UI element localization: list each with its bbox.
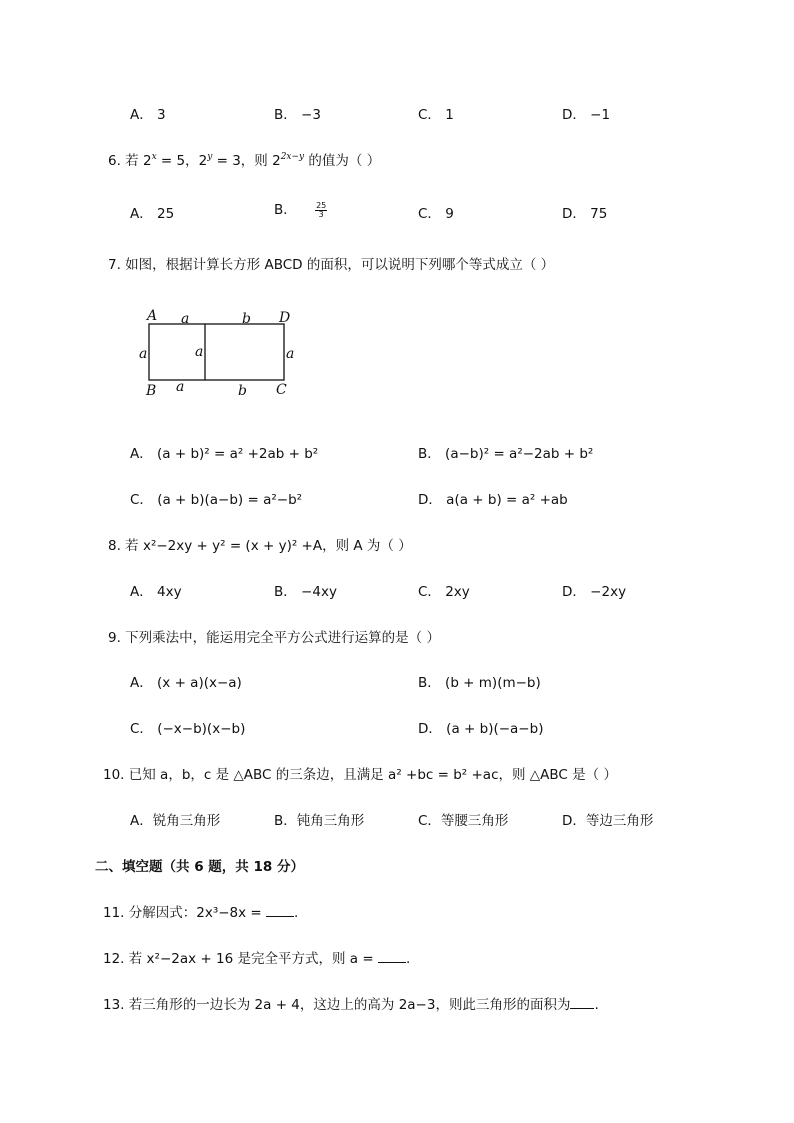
question-6: 6. 若 $2^x = 5$，$2^y = 3$，则 $2^{2x-y}$ 的值为（ ） xyxy=(108,151,381,169)
q13-text: 13. 若三角形的一边长为 2a + 4，这边上的高为 2a−3，则此三角形的面积为 xyxy=(103,997,571,1013)
q8-option-c: C． 2xy xyxy=(418,584,470,600)
question-7: 7. 如图，根据计算长方形 ABCD 的面积，可以说明下列哪个等式成立（ ） xyxy=(108,257,555,273)
q9-option-b: B． (b + m)(m−b) xyxy=(418,675,541,691)
q12-answer-blank[interactable] xyxy=(378,951,406,963)
section-2-title: 二、填空题（共 6 题，共 18 分） xyxy=(95,859,304,875)
question-8: 8. 若 x²−2xy + y² = (x + y)² +A，则 A 为（ ） xyxy=(108,538,412,554)
q9-option-a: A． (x + a)(x−a) xyxy=(130,675,242,691)
q6-option-a: A． 25 xyxy=(130,206,175,222)
q11-end: . xyxy=(294,905,299,921)
q7-option-b: B． (a−b)² = a²−2ab + b² xyxy=(418,446,594,462)
q6-option-b-fraction xyxy=(315,202,327,219)
rectangle-outline xyxy=(149,324,284,380)
question-10: 10. 已知 a，b，c 是 △ABC 的三条边，且满足 a² +bc = b² +ac，则 △ABC 是（ ） xyxy=(103,767,617,783)
q6-option-c: C． 9 xyxy=(418,206,454,222)
q6-fraction-denominator: 3 xyxy=(318,209,324,219)
rectangle-abcd-figure xyxy=(130,302,310,402)
label-right-a: a xyxy=(286,346,295,362)
q12-end: . xyxy=(405,951,411,967)
label-vertex-C: C xyxy=(276,382,287,398)
q6-option-d: D． 75 xyxy=(562,206,608,222)
question-11 xyxy=(103,901,298,921)
q6-eq2: = 3，则 2 xyxy=(212,153,281,169)
q7-option-c: C． (a + b)(a−b) = a²−b² xyxy=(130,492,303,508)
question-12 xyxy=(103,947,410,967)
q12-text: 12. 若 x²−2ax + 16 是完全平方式，则 a = xyxy=(103,951,378,967)
question-9: 9. 下列乘法中，能运用完全平方公式进行运算的是（ ） xyxy=(108,630,440,646)
q13-end: . xyxy=(594,997,599,1013)
q10-option-c: C．等腰三角形 xyxy=(418,813,509,829)
label-bottom-a: a xyxy=(176,379,185,395)
q7-option-d: D． a(a + b) = a² +ab xyxy=(418,492,568,508)
label-left-a: a xyxy=(139,346,148,362)
q7-option-a: A． (a + b)² = a² +2ab + b² xyxy=(130,446,319,462)
q8-option-b: B． −4xy xyxy=(274,584,337,600)
q10-option-b: B．钝角三角形 xyxy=(274,813,365,829)
q11-answer-blank[interactable] xyxy=(266,905,294,917)
q5-option-b: B． −3 xyxy=(274,107,321,123)
label-vertex-A: A xyxy=(147,308,158,324)
label-vertex-B: B xyxy=(146,383,157,399)
q6-option-b xyxy=(274,198,327,219)
q13-answer-blank[interactable] xyxy=(570,997,594,1009)
q10-option-d: D．等边三角形 xyxy=(562,813,654,829)
q10-option-a: A．锐角三角形 xyxy=(130,813,221,829)
q11-text: 11. 分解因式：2x³−8x = xyxy=(103,905,267,921)
q5-option-d: D． −1 xyxy=(562,107,611,123)
q5-option-a: A． 3 xyxy=(130,107,166,123)
label-bottom-b: b xyxy=(238,383,247,399)
q6-exp2: y xyxy=(207,151,213,162)
label-middle-a: a xyxy=(195,344,204,360)
label-vertex-D: D xyxy=(279,310,291,326)
q6-eq1: = 5，2 xyxy=(156,153,208,169)
q8-option-d: D． −2xy xyxy=(562,584,627,600)
q6-fraction-numerator: 25 xyxy=(316,200,327,210)
q6-prefix: 6. 若 xyxy=(108,153,139,169)
label-top-b: b xyxy=(242,311,251,327)
q6-suffix: 的值为（ ） xyxy=(304,153,381,169)
q5-option-c: C． 1 xyxy=(418,107,454,123)
question-13 xyxy=(103,993,599,1013)
q9-option-d: D． (a + b)(−a−b) xyxy=(418,721,544,737)
q9-option-c: C． (−x−b)(x−b) xyxy=(130,721,246,737)
q6-exp1: x xyxy=(151,151,157,162)
label-top-a: a xyxy=(181,311,190,327)
q6-option-b-label: B． xyxy=(274,202,297,218)
q8-option-a: A． 4xy xyxy=(130,584,182,600)
q6-exp3: 2x−y xyxy=(280,151,305,162)
